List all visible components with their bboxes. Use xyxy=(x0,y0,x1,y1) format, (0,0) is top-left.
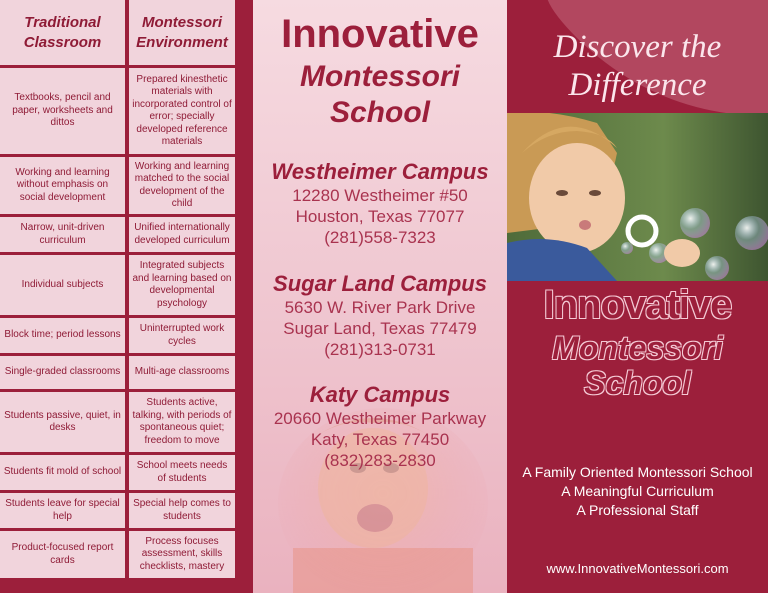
row-montessori: Integrated subjects and learning based on developmental psychology xyxy=(129,255,235,315)
campus-address: 12280 Westheimer #50 xyxy=(292,186,468,205)
child-bubbles-photo xyxy=(507,113,768,281)
row-montessori: Multi-age classrooms xyxy=(129,356,235,389)
row-montessori: Uninterrupted work cycles xyxy=(129,318,235,353)
cover-title-school: School xyxy=(584,365,691,401)
campus-city: Sugar Land, Texas 77479 xyxy=(283,319,477,338)
panel-divider xyxy=(239,0,253,593)
campus-katy xyxy=(253,382,507,471)
discover-line-1: Discover the xyxy=(553,29,722,65)
row-traditional: Narrow, unit-driven curriculum xyxy=(0,217,125,252)
row-traditional: Textbooks, pencil and paper, worksheets and dittos xyxy=(0,68,125,154)
discover-line-2: Difference xyxy=(568,67,707,103)
row-traditional: Students fit mold of school xyxy=(0,455,125,490)
row-traditional: Individual subjects xyxy=(0,255,125,315)
campus-address: 5630 W. River Park Drive xyxy=(284,298,476,317)
row-montessori: Prepared kinesthetic materials with incorporated control of error; specially developed reference materials xyxy=(129,68,235,154)
campus-name: Sugar Land Campus xyxy=(273,271,487,296)
row-montessori: Special help comes to students xyxy=(129,493,235,528)
middle-title-innovative: Innovative xyxy=(281,12,479,56)
campus-westheimer xyxy=(253,159,507,248)
row-traditional: Block time; period lessons xyxy=(0,318,125,353)
row-montessori: School meets needs of students xyxy=(129,455,235,490)
middle-title-school: School xyxy=(329,96,430,129)
row-traditional: Students leave for special help xyxy=(0,493,125,528)
cover-panel xyxy=(507,0,768,593)
tagline-3: A Professional Staff xyxy=(576,502,699,518)
row-montessori: Students active, talking, with periods of spontaneous quiet; freedom to move xyxy=(129,392,235,452)
campus-name: Westheimer Campus xyxy=(271,159,489,184)
header-traditional: Traditional Classroom xyxy=(0,0,125,65)
campus-address: 20660 Westheimer Parkway xyxy=(273,409,487,428)
cover-title-montessori: Montessori xyxy=(552,330,723,366)
campus-phone: (281)313-0731 xyxy=(324,340,436,359)
middle-title-montessori: Montessori xyxy=(299,60,461,93)
campus-name: Katy Campus xyxy=(309,382,451,407)
row-traditional: Working and learning without emphasis on social development xyxy=(0,157,125,214)
row-montessori: Working and learning matched to the social development of the child xyxy=(129,157,235,214)
row-montessori: Unified internationally developed curriculum xyxy=(129,217,235,252)
website-link[interactable]: www.InnovativeMontessori.com xyxy=(546,561,729,576)
campus-phone: (832)283-2830 xyxy=(324,451,436,470)
comparison-panel xyxy=(0,0,253,593)
campus-city: Katy, Texas 77450 xyxy=(310,430,450,449)
header-montessori: Montessori Environment xyxy=(129,0,235,65)
cover-title-innovative: Innovative xyxy=(543,283,732,327)
campus-sugar-land xyxy=(253,271,507,360)
tagline-1: A Family Oriented Montessori School xyxy=(522,464,753,480)
campus-phone: (281)558-7323 xyxy=(324,228,436,247)
row-traditional: Students passive, quiet, in desks xyxy=(0,392,125,452)
campus-city: Houston, Texas 77077 xyxy=(295,207,465,226)
row-traditional: Product-focused report cards xyxy=(0,531,125,578)
row-traditional: Single-graded classrooms xyxy=(0,356,125,389)
row-montessori: Process focuses assessment, skills checklists, mastery xyxy=(129,531,235,578)
campus-panel xyxy=(253,0,507,593)
tagline-2: A Meaningful Curriculum xyxy=(561,483,714,499)
